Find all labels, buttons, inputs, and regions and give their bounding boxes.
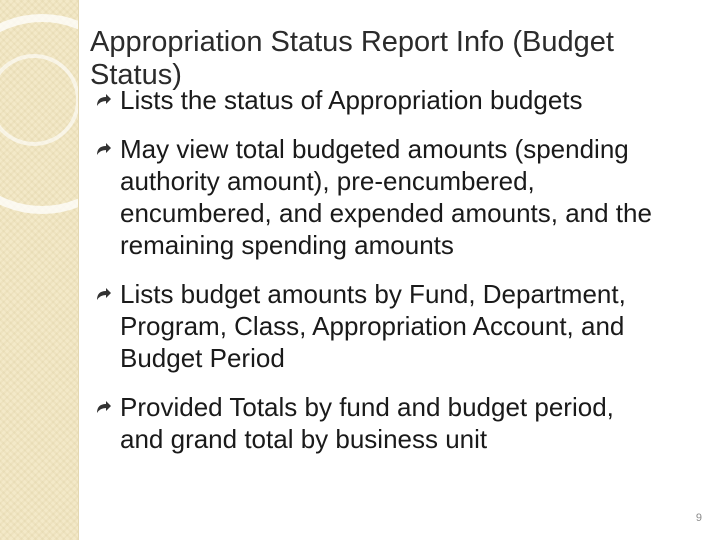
slide-title: Appropriation Status Report Info (Budget Status)	[90, 26, 614, 91]
decorative-side-panel	[0, 0, 78, 540]
side-panel-divider	[78, 0, 79, 540]
bullet-text: Provided Totals by fund and budget period, and grand total by business unit	[120, 392, 614, 454]
curved-arrow-bullet-icon	[96, 93, 112, 107]
curved-arrow-bullet-icon	[96, 287, 112, 301]
bullet-item	[96, 391, 656, 455]
curved-arrow-bullet-icon	[96, 400, 112, 414]
bullet-item	[96, 133, 656, 261]
bullet-list	[96, 84, 656, 472]
bullet-text: Lists the status of Appropriation budgets	[120, 85, 583, 115]
bullet-text: May view total budgeted amounts (spending authority amount), pre-encumbered, encumbered, and expended amounts, and the remaining spending amounts	[120, 134, 652, 260]
page-number: 9	[695, 512, 702, 524]
curved-arrow-bullet-icon	[96, 142, 112, 156]
bullet-text: Lists budget amounts by Fund, Department, Program, Class, Appropriation Account, and Budget Period	[120, 279, 626, 373]
bullet-item	[96, 278, 656, 374]
bullet-item	[96, 84, 656, 116]
